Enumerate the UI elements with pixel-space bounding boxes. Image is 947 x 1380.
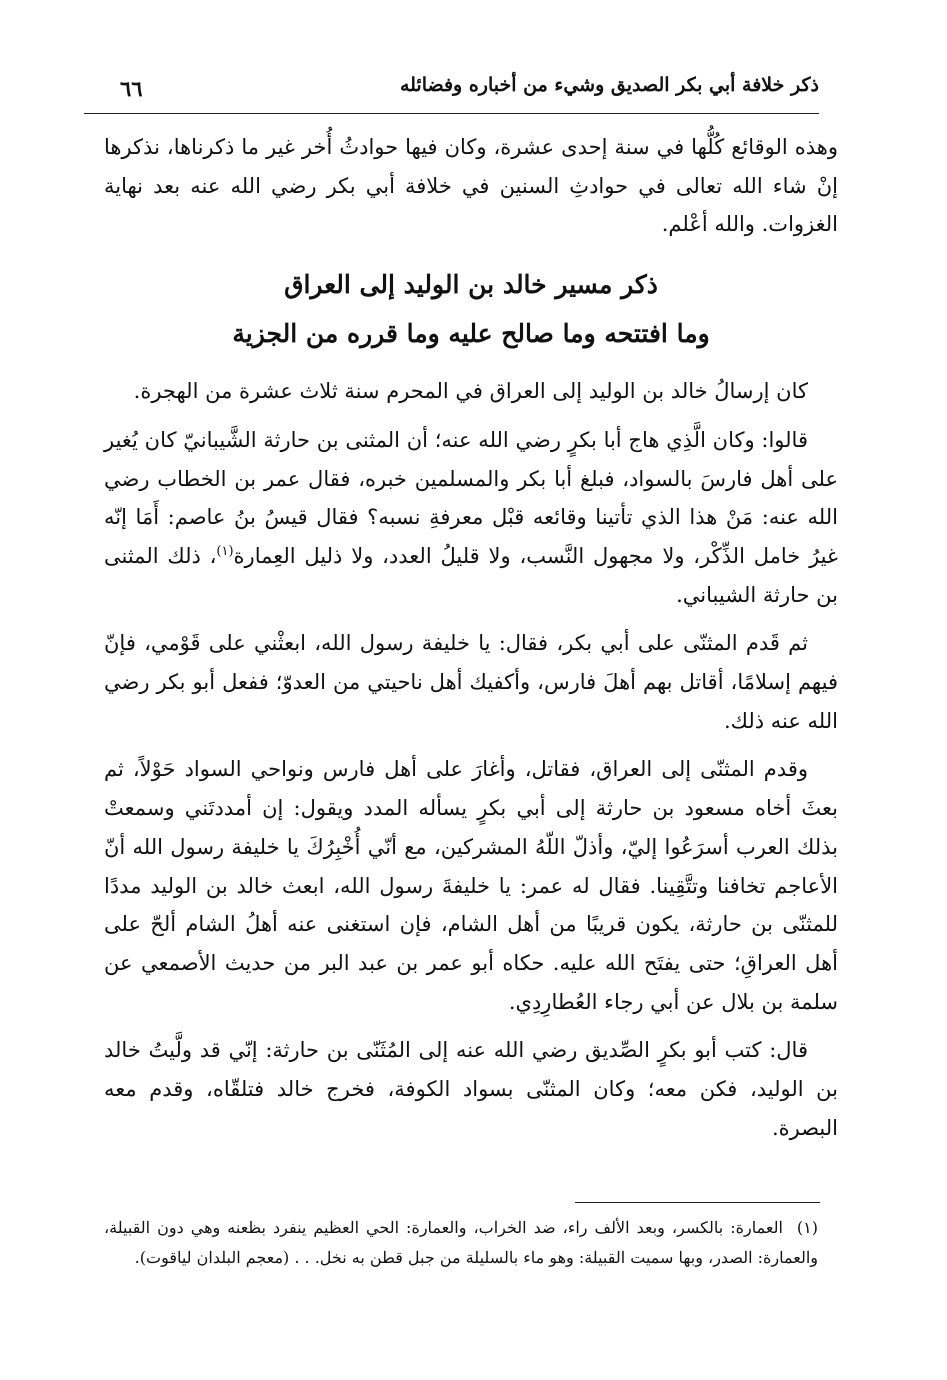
footnote — [104, 1213, 818, 1273]
paragraph-3: ثم قَدم المثنّى على أبي بكر، فقال: يا خليفة رسول الله، ابعثْني على قَوْمي، فإنّ فيهم إسلامًا، أقاتل بهم أهلَ فارس، وأكفيك أهل ناحيتي من العدوّ؛ ففعل أبو بكر رضي الله عنه ذلك. — [104, 631, 838, 733]
paragraph-1: كان إرسالُ خالد بن الوليد إلى العراق في المحرم سنة ثلاث عشرة من الهجرة. — [133, 379, 808, 404]
footnote-reference[interactable]: (١) — [216, 543, 234, 559]
section-heading — [104, 260, 838, 358]
paragraph-2-text: قالوا: وكان الَّذِي هاج أبا بكرٍ رضي الله عنه؛ أن المثنى بن حارثة الشَّيبانيّ كان يُغير على أهل فارسَ بالسواد، فبلغ أبا بكر والمسلمين خبره، فقال عمر بن الخطاب رضي الله عنه: مَنْ هذا الذي تأتينا وقائعه قبْل معرفةِ نسبه؟ فقال قيسُ بنُ عاصم: أَمَا إنّه غيرُ خامل الذِّكْر، ولا مجهول النَّسب، ولا قليلُ العدد، ولا ذليل العِمارة — [104, 427, 838, 568]
body-text — [104, 128, 838, 1157]
footnote-body — [104, 1213, 818, 1273]
header-rule — [84, 113, 819, 114]
section-heading-line-1: ذكر مسير خالد بن الوليد إلى العراق — [284, 270, 658, 300]
section-heading-line-2: وما افتتحه وما صالح عليه وما قرره من الجزية — [232, 319, 710, 349]
paragraph-4: وقدم المثنّى إلى العراق، فقاتل، وأغارَ على أهل فارس ونواحي السواد حَوْلاً، ثم بعثَ أخاه مسعود بن حارثة إلى أبي بكرٍ يسأله المدد ويقول: إن أمددتَني وسمعتْ بذلك العرب أسرَعُوا إليّ، وأذلّ اللّهُ المشركين، مع أنّي أُخْبِرُكَ يا خليفة رسول الله أنّ الأعاجم تخافنا وتتَّقِينا. فقال له عمر: يا خليفةَ رسول الله، ابعث خالد بن الوليد مددًا للمثنّى بن حارثة، يكون قريبًا من أهل الشام، فإن استغنى عنه أهلُ الشام ألحّ على أهل العراقِ؛ حتى يفتَح الله عليه. حكاه أبو عمر بن عبد البر من حديث الأصمعي عن سلمة بن بلال عن أبي رجاء العُطارِدِي. — [104, 757, 838, 1014]
page-number: ٦٦ — [120, 76, 143, 101]
running-header — [84, 70, 819, 110]
footnote-text: العمارة: بالكسر، وبعد الألف راء، ضد الخراب، والعمارة: الحي العظيم ينفرد بظعنه وهي دون القبيلة، والعمارة: الصدر، وبها سميت القبيلة: وهو ماء بالسليلة من جبل قطن به نخل. . . (معجم البلدان لياقوت). — [104, 1218, 818, 1267]
footnote-rule — [575, 1202, 820, 1203]
intro-paragraph: وهذه الوقائع كُلُّها في سنة إحدى عشرة، وكان فيها حوادثُ أُخر غير ما ذكرناها، نذكرها إنْ شاء الله تعالى في حوادثِ السنين في خلافة أبي بكر رضي الله عنه بعد نهاية الغزوات. والله أعْلم. — [104, 135, 838, 237]
footnote-marker: (١) — [796, 1218, 818, 1237]
paragraph-2 — [104, 421, 838, 615]
paragraph-2-text-end: ، ذلك المثنى بن حارثة الشيباني. — [104, 543, 838, 607]
paragraph-5: قال: كتب أبو بكرٍ الصِّديق رضي الله عنه إلى المُثَنّى بن حارثة: إنّي قد ولَّيتُ خالد بن الوليد، فكن معه؛ وكان المثنّى بسواد الكوفة، فخرج خالد فتلقّاه، وقدم معه البصرة. — [104, 1038, 838, 1140]
running-header-title: ذكر خلافة أبي بكر الصديق وشيء من أخباره وفضائله — [399, 74, 819, 96]
